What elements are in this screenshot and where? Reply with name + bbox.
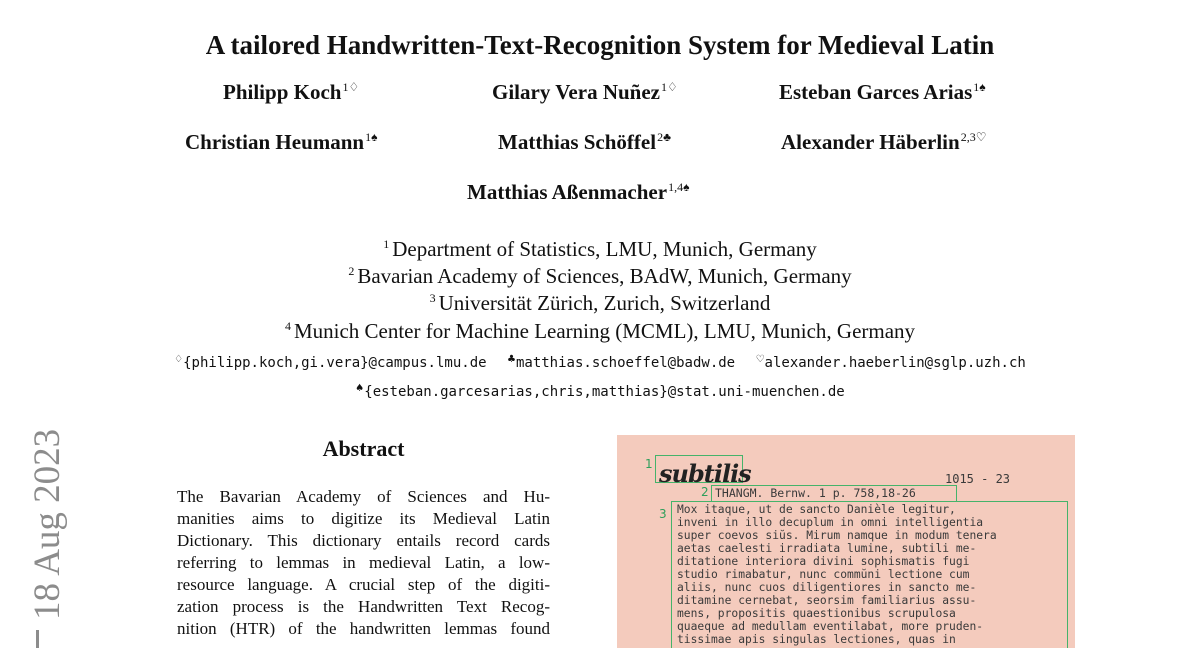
abstract-line: resource language. A crucial step of the digiti-	[177, 575, 550, 594]
card-text-line: ditatione interiora divini sophismatis fugi	[677, 555, 970, 568]
card-text-line: super coevos siŭs. Mirum namque in modum tenera	[677, 529, 997, 542]
affiliation: $^1$ Department of Statistics, LMU, Munich, Germany	[383, 237, 817, 261]
abstract-heading: Abstract	[322, 436, 405, 461]
email-address: matthias.schoeffel@badw.de	[515, 355, 736, 371]
record-card-figure	[617, 435, 1075, 648]
author-affiliation-marker: 1♠	[365, 130, 378, 144]
abstract-line: The Bavarian Academy of Sciences and Hu-	[177, 487, 550, 506]
card-text-line: ditamine cernebat, seorsim familiarius assu-	[677, 594, 977, 607]
abstract-line: nition (HTR) of the handwritten lemmas found	[177, 619, 550, 638]
affiliation: $^4$ Munich Center for Machine Learning (MCML), LMU, Munich, Germany	[284, 319, 916, 343]
author-affiliation-marker: 1,4♠	[668, 180, 690, 194]
card-text-line: quaeque ad medullam eventilabat, more pruden-	[677, 620, 984, 633]
card-text-line: Mox itaque, ut de sancto Danièle legitur,	[677, 503, 956, 516]
source-reference: THANGM. Bernw. 1 p. 758,18-26	[715, 486, 916, 500]
email-address: {esteban.garcesarias,chris,matthias}@stat.uni-muenchen.de	[364, 384, 845, 400]
card-text-line: inveni in illo decuplum in omni intelligentia	[677, 516, 984, 529]
author-name: Matthias Schöffel$^{2♣}$	[498, 130, 671, 154]
abstract-body	[177, 486, 550, 640]
card-number: 1015 - 23	[945, 472, 1011, 486]
arxiv-divider	[36, 630, 39, 648]
abstract-line: referring to lemmas in medieval Latin, a low-	[177, 553, 550, 572]
card-text-line: tissimae apis singulas lectiones, quas in	[677, 633, 956, 646]
author-affiliation-marker: 1♢	[342, 80, 360, 94]
abstract-line: Dictionary. This dictionary entails record cards	[177, 531, 550, 550]
author-affiliation-marker: 1♠	[973, 80, 986, 94]
affiliation: $^3$ Universität Zürich, Zurich, Switzerland	[429, 291, 771, 315]
region-label: 1	[645, 457, 653, 471]
author-name: Matthias Aßenmacher$^{1,4♠}$	[467, 180, 690, 204]
email-line: ♠{esteban.garcesarias,chris,matthias}@stat.uni-muenchen.de	[355, 383, 845, 400]
author-affiliation-marker: 2,3♡	[960, 130, 987, 144]
email-address: {philipp.koch,gi.vera}@campus.lmu.de	[183, 355, 487, 371]
author-affiliation-marker: 1♢	[661, 80, 678, 94]
affiliation: $^2$ Bavarian Academy of Sciences, BAdW, Munich, Germany	[348, 264, 852, 288]
author-name: Philipp Koch$^{1♢}$	[223, 80, 360, 104]
abstract-line: manities aims to digitize its Medieval Latin	[177, 509, 550, 528]
region-label: 3	[659, 507, 667, 521]
email-line: ♢{philipp.koch,gi.vera}@campus.lmu.de ♣matthias.schoeffel@badw.de ♡alexander.haeberlin@sglp.uzh.ch	[174, 354, 1026, 371]
paper-title: A tailored Handwritten-Text-Recognition System for Medieval Latin	[205, 30, 995, 60]
card-text-line: aetas caelesti irradiata lumine, subtili me-	[677, 542, 977, 555]
arxiv-date: 18 Aug 2023	[27, 428, 68, 620]
card-text-line: studio rimabatur, nunc commŭni lectione cum	[677, 568, 970, 581]
abstract-line: zation process is the Handwritten Text Recog-	[177, 597, 550, 616]
author-name: Christian Heumann$^{1♠}$	[185, 130, 378, 154]
card-text-line: aliis, nunc cuos diligentiores in sancto me-	[677, 581, 977, 594]
region-label: 2	[701, 485, 709, 499]
author-name: Gilary Vera Nuñez$^{1♢}$	[492, 80, 678, 104]
author-name: Alexander Häberlin$^{2,3♡}$	[781, 130, 987, 154]
author-name: Esteban Garces Arias$^{1♠}$	[779, 80, 986, 104]
handwritten-lemma: subtilis	[659, 459, 751, 488]
card-text-line: mens, propositis quaestionibus scrupulosa	[677, 607, 956, 620]
email-address: alexander.haeberlin@sglp.uzh.ch	[764, 355, 1026, 371]
author-affiliation-marker: 2♣	[657, 130, 671, 144]
